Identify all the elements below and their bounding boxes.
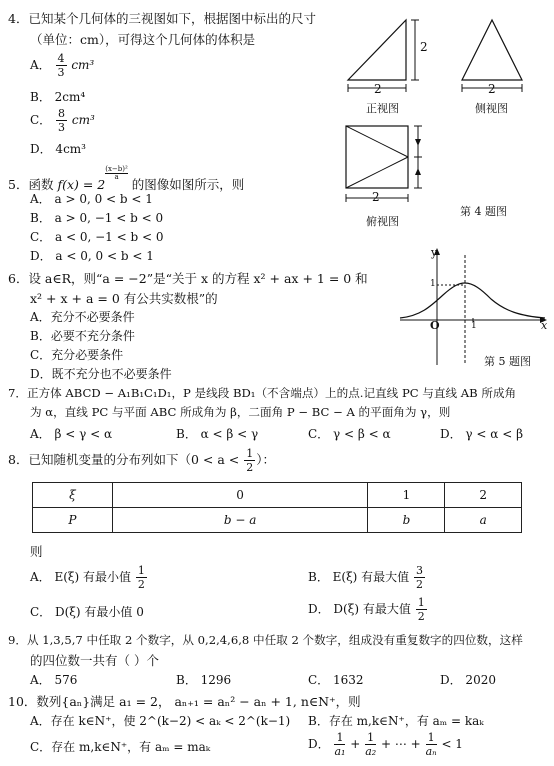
q9-stem-line1: 9．从 1,3,5,7 中任取 2 个数字，从 0,2,4,6,8 中任取 2 个数字，组成没有重复数字的四位数，这样 bbox=[8, 633, 523, 647]
fraction bbox=[365, 732, 376, 757]
dim-label: 2 bbox=[420, 40, 428, 54]
exponent-num: (x−b)² bbox=[105, 165, 128, 173]
numerator: 8 bbox=[58, 107, 66, 120]
option-text: B． E(ξ) 有最大值 bbox=[308, 570, 410, 584]
top-view-label: 俯视图 bbox=[366, 215, 399, 228]
fraction bbox=[244, 448, 255, 473]
denominator: 2 bbox=[417, 610, 425, 623]
q6-stem-line1: 6．设 a∈R，则“a = −2”是“关于 x 的方程 x² + ax + 1 = 0 和 bbox=[8, 271, 368, 286]
fraction bbox=[414, 565, 425, 590]
q7-stem-line1: 7．正方体 ABCD − A₁B₁C₁D₁，P 是线段 BD₁（不含端点）上的点.记直线 PC 与直线 AB 所成角 bbox=[8, 386, 517, 400]
option-text: D． D(ξ) 有最大值 bbox=[308, 602, 411, 616]
q5-option-d: D． a < 0, 0 < b < 1 bbox=[30, 249, 154, 263]
table-cell: b − a bbox=[112, 508, 368, 533]
top-view-shape bbox=[346, 126, 408, 188]
q9-option-c: C． 1632 bbox=[308, 673, 364, 687]
q6-option-a: A．充分不必要条件 bbox=[30, 310, 135, 324]
q9-option-b: B． 1296 bbox=[176, 673, 232, 687]
q9-stem-line2: 的四位数一共有（ ）个 bbox=[30, 653, 159, 668]
denominator: 3 bbox=[57, 66, 65, 79]
side-view-label: 侧视图 bbox=[475, 102, 508, 115]
q4-stem-line2: （单位：cm），可得这个几何体的体积是 bbox=[30, 32, 256, 47]
side-view-shape bbox=[462, 20, 522, 80]
fraction bbox=[416, 597, 427, 622]
table-cell: b bbox=[368, 508, 445, 533]
stem-text: ）： bbox=[256, 452, 275, 467]
q7-stem-line2: 为 α，直线 PC 与平面 ABC 所成角为 β，二面角 P − BC − A 的平面角为 γ，则 bbox=[30, 405, 451, 419]
function: f(x) = 2 bbox=[57, 177, 106, 192]
q6-stem-line2: x² + x + a = 0 有公共实数根”的 bbox=[30, 291, 218, 306]
table-row bbox=[33, 508, 522, 533]
graph-y-label: y bbox=[431, 246, 438, 259]
denominator: a₁ bbox=[334, 745, 346, 758]
q10-option-d bbox=[308, 732, 463, 757]
q5-graph bbox=[395, 245, 550, 370]
q5-option-b: B． a > 0, −1 < b < 0 bbox=[30, 211, 164, 225]
fraction bbox=[426, 732, 437, 757]
denominator: 2 bbox=[137, 578, 145, 591]
operator: + ⋯ + bbox=[381, 737, 421, 751]
operator: + bbox=[350, 737, 361, 751]
q6-option-d: D．既不充分也不必要条件 bbox=[30, 367, 172, 381]
unit: cm³ bbox=[71, 113, 95, 127]
q8-then: 则 bbox=[30, 544, 43, 559]
exponent-den: a bbox=[114, 173, 119, 181]
unit: cm³ bbox=[71, 58, 95, 72]
q7-option-a: A． β < γ < α bbox=[30, 427, 113, 441]
q6-option-c: C．充分必要条件 bbox=[30, 348, 124, 362]
numerator: 1 bbox=[417, 596, 425, 609]
fraction bbox=[136, 565, 147, 590]
dim-label: 2 bbox=[488, 82, 496, 96]
operator: < 1 bbox=[441, 737, 463, 751]
q5-option-a: A． a > 0, 0 < b < 1 bbox=[30, 192, 153, 206]
q8-option-b bbox=[308, 565, 426, 590]
numerator: 3 bbox=[416, 564, 424, 577]
bell-curve bbox=[400, 283, 545, 318]
stem-text: 的图像如图所示，则 bbox=[131, 177, 245, 192]
stem-text: 8．已知随机变量的分布列如下（0 < a < bbox=[8, 452, 240, 467]
q9-option-d: D． 2020 bbox=[440, 673, 496, 687]
q4-option-a bbox=[30, 53, 94, 78]
q8-option-a bbox=[30, 565, 148, 590]
q9-option-a: A． 576 bbox=[30, 673, 78, 687]
q5-figure-caption: 第 5 题图 bbox=[484, 355, 531, 368]
q8-stem bbox=[8, 448, 275, 473]
table-cell: a bbox=[445, 508, 522, 533]
denominator: aₙ bbox=[425, 745, 437, 758]
q7-option-d: D． γ < α < β bbox=[440, 427, 524, 441]
distribution-table bbox=[32, 482, 522, 533]
numerator: 1 bbox=[367, 731, 375, 744]
graph-x-tick-1: 1 bbox=[471, 321, 477, 331]
q4-option-c bbox=[30, 108, 95, 133]
stem-text: 5．函数 bbox=[8, 177, 54, 192]
q6-option-b: B．必要不充分条件 bbox=[30, 329, 135, 343]
q4-stem-line1: 4．已知某个几何体的三视图如下，根据图中标出的尺寸 bbox=[8, 11, 316, 26]
denominator: 2 bbox=[246, 461, 254, 474]
graph-y-tick-1: 1 bbox=[430, 279, 436, 289]
q8-option-d bbox=[308, 597, 428, 622]
table-cell: 2 bbox=[445, 483, 522, 508]
dim-label: 2 bbox=[372, 190, 380, 204]
numerator: 1 bbox=[426, 732, 437, 745]
q10-option-b: B．存在 m,k∈N⁺，有 aₘ = kaₖ bbox=[308, 714, 484, 728]
q5-stem bbox=[8, 166, 244, 193]
graph-x-label: x bbox=[541, 319, 548, 332]
table-cell: ξ bbox=[33, 483, 113, 508]
graph-origin-label: O bbox=[430, 319, 440, 332]
dim-label: 2 bbox=[374, 82, 382, 96]
fraction bbox=[334, 732, 345, 757]
q8-option-c: C． D(ξ) 有最小值 0 bbox=[30, 605, 144, 619]
numerator: 1 bbox=[246, 447, 254, 460]
table-cell: 0 bbox=[112, 483, 368, 508]
q10-option-c: C．存在 m,k∈N⁺，有 aₘ = maₖ bbox=[30, 740, 211, 754]
denominator: a₂ bbox=[365, 745, 377, 758]
denominator: 2 bbox=[416, 578, 424, 591]
option-text: A． E(ξ) 有最小值 bbox=[30, 570, 132, 584]
q5-option-c: C． a < 0, −1 < b < 0 bbox=[30, 230, 164, 244]
exponent bbox=[105, 166, 128, 181]
q4-figure-caption: 第 4 题图 bbox=[460, 205, 507, 218]
table-cell: P bbox=[33, 508, 113, 533]
q4-option-b: B． 2cm⁴ bbox=[30, 90, 86, 104]
numerator: 4 bbox=[57, 52, 65, 65]
front-view-shape bbox=[348, 20, 406, 80]
numerator: 1 bbox=[137, 564, 145, 577]
fraction bbox=[56, 108, 67, 133]
option-label: C． bbox=[30, 113, 52, 127]
q7-option-b: B． α < β < γ bbox=[176, 427, 259, 441]
front-view-label: 正视图 bbox=[366, 102, 399, 115]
q10-stem: 10．数列{aₙ}满足 a₁ = 2， aₙ₊₁ = aₙ² − aₙ + 1, n∈N⁺，则 bbox=[8, 694, 361, 709]
table-cell: 1 bbox=[368, 483, 445, 508]
numerator: 1 bbox=[336, 731, 344, 744]
table-row bbox=[33, 483, 522, 508]
denominator: 3 bbox=[58, 121, 66, 134]
option-label: D． bbox=[308, 737, 330, 751]
fraction bbox=[56, 53, 67, 78]
q7-option-c: C． γ < β < α bbox=[308, 427, 391, 441]
q4-option-d: D． 4cm³ bbox=[30, 142, 86, 156]
q10-option-a: A．存在 k∈N⁺，使 2^(k−2) < aₖ < 2^(k−1) bbox=[30, 714, 291, 728]
option-label: A． bbox=[30, 58, 51, 72]
